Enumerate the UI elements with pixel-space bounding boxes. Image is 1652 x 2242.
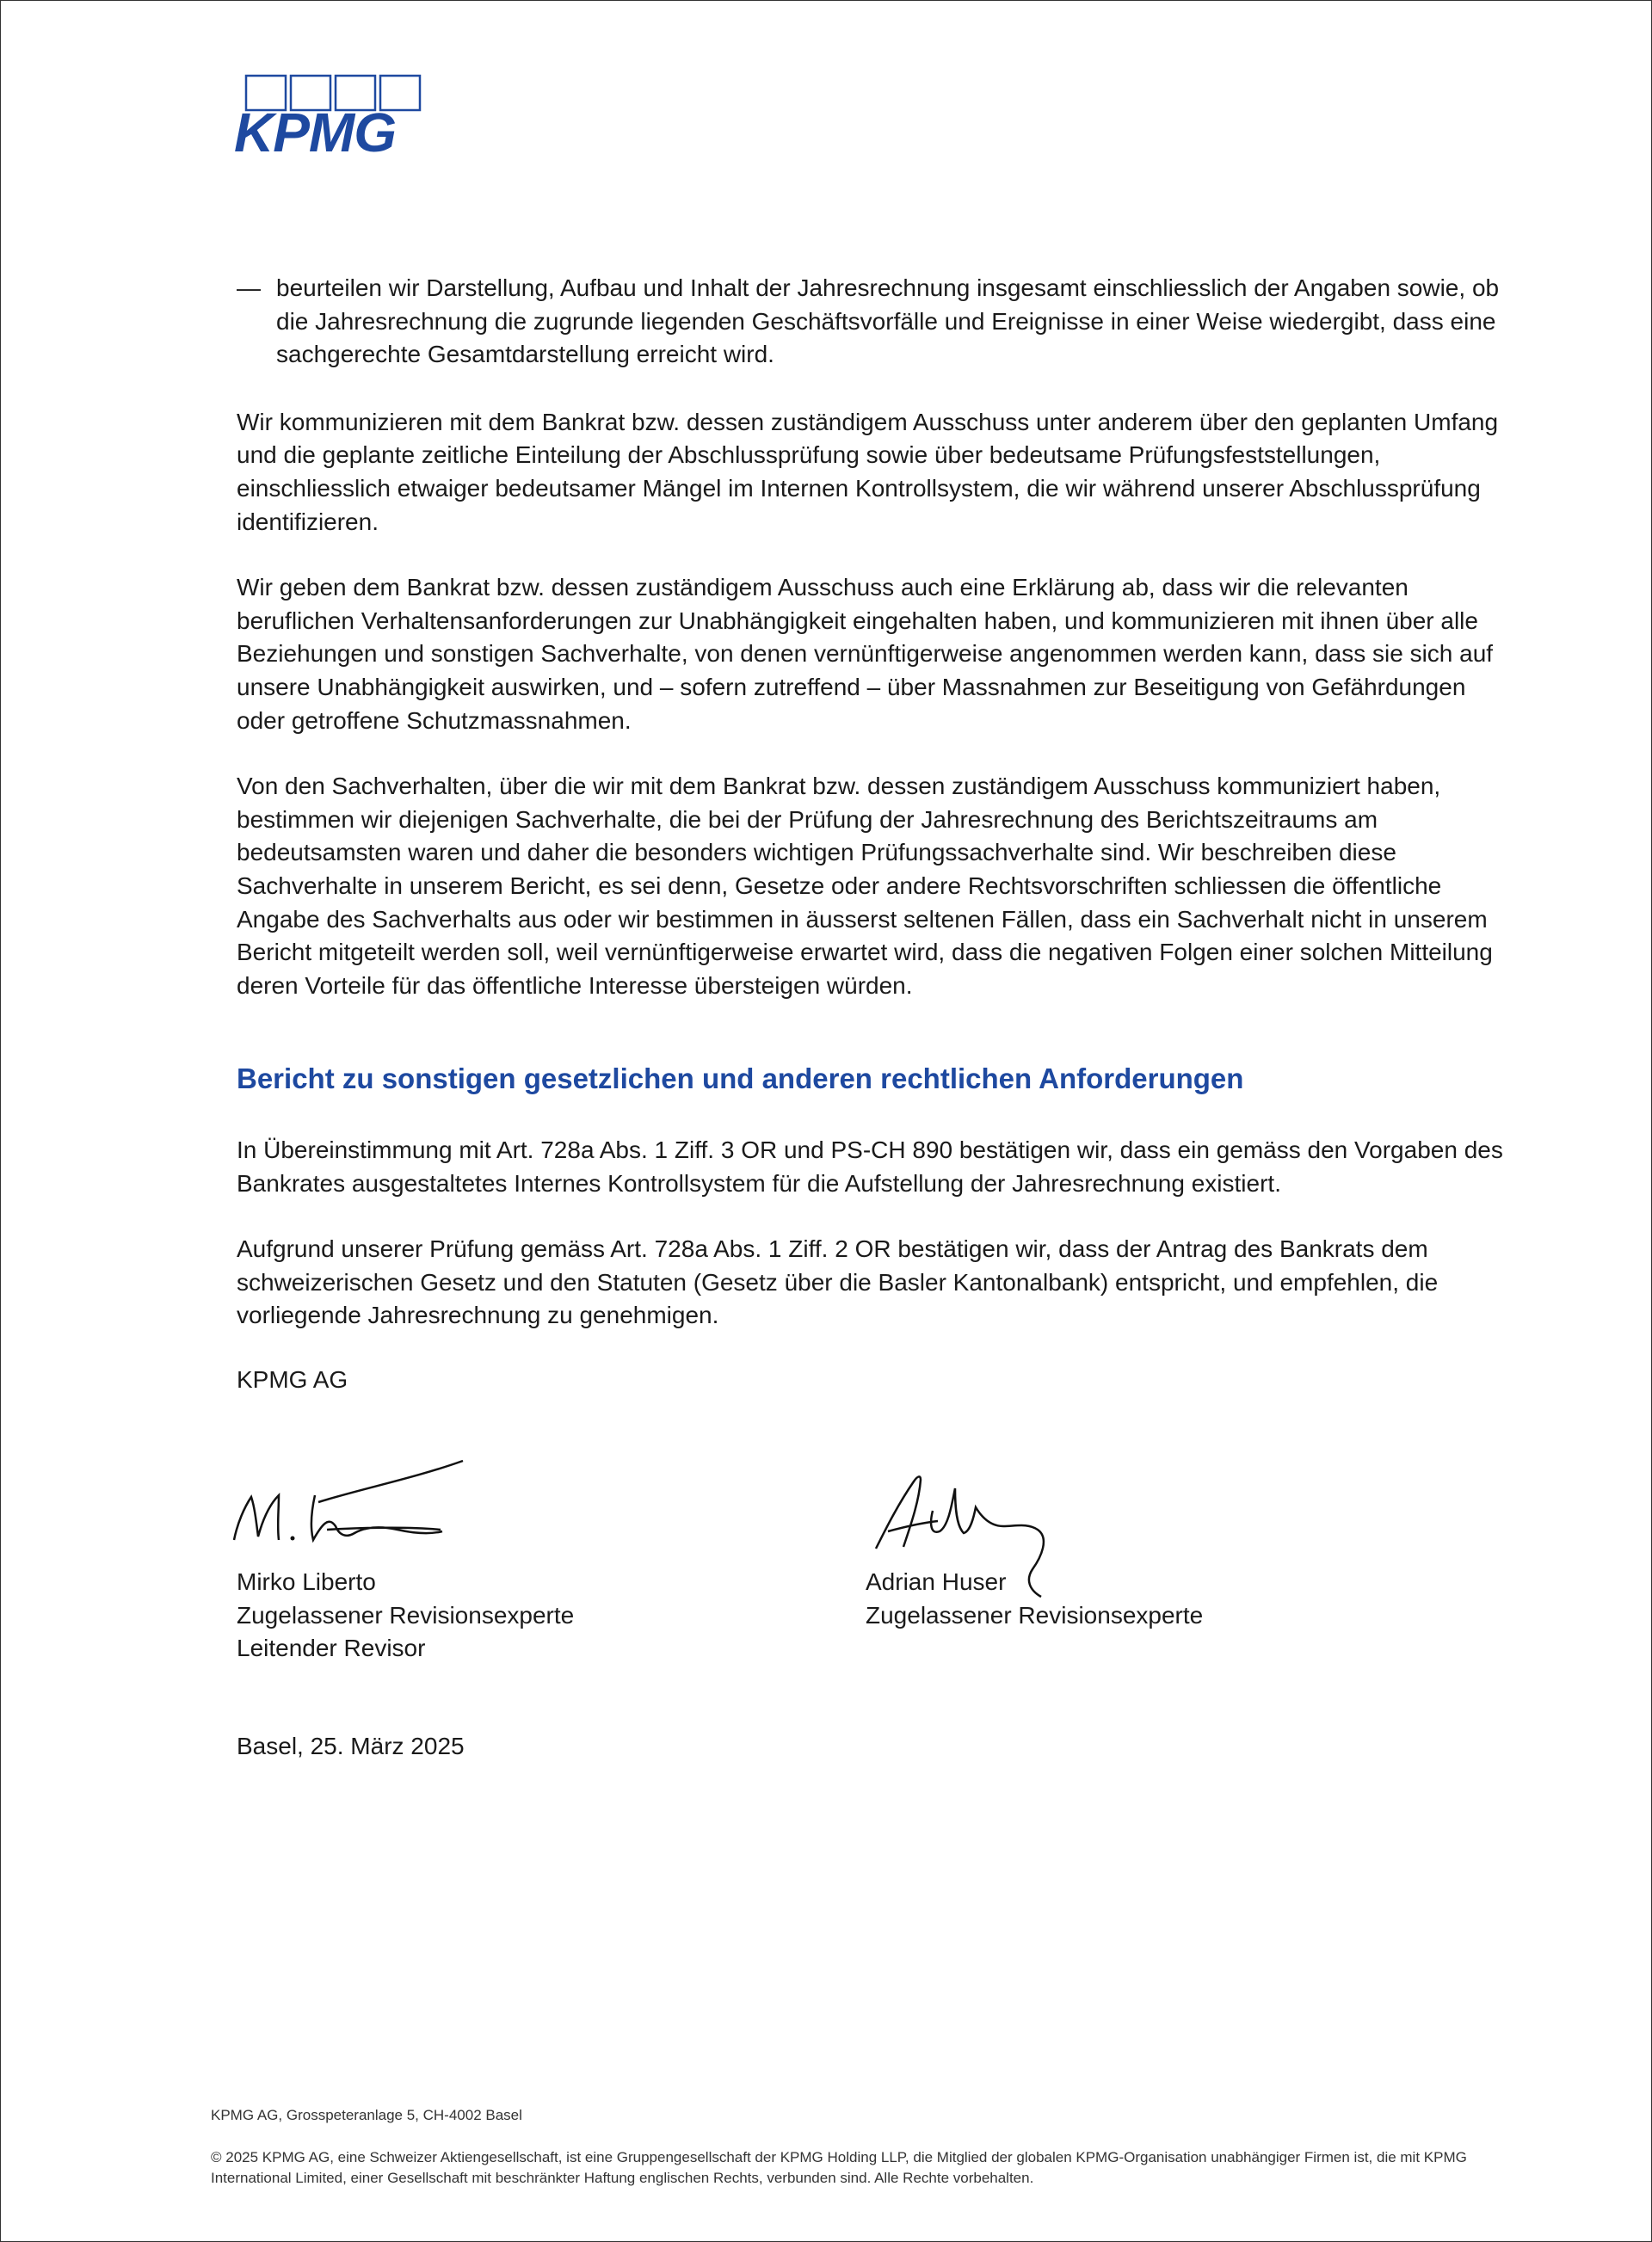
signer-huser xyxy=(866,1566,1203,1632)
report-body xyxy=(237,272,1510,1035)
footer-address: KPMG AG, Grosspeteranlage 5, CH-4002 Basel xyxy=(211,2107,522,2123)
signature-liberto xyxy=(225,1454,466,1557)
place-date: Basel, 25. März 2025 xyxy=(237,1733,465,1759)
signer-title: Zugelassener Revisionsexperte xyxy=(237,1601,575,1629)
paragraph-key-matters: Von den Sachverhalten, über die wir mit dem Bankrat bzw. dessen zuständigem Ausschuss kommuniziert haben, bestimmen wir diejenigen Sachverhalte, die bei der Prüfung der Jahresrechnung des Berichtszeitraums am bedeutsamsten waren und daher die besonders wichtigen Prüfungssachverhalte sind. Wir beschreiben diese Sachverhalte in unserem Bericht, es sei denn, Gesetze oder andere Rechtsvorschriften schliessen die öffentliche Angabe des Sachverhalts aus oder wir bestimmen in äusserst seltenen Fällen, dass ein Sachverhalt nicht in unserem Bericht mitgeteilt werden soll, weil vernünftigerweise erwartet wird, dass die negativen Folgen einer solchen Mitteilung deren Vorteile für das öffentliche Interesse übersteigen würden. xyxy=(237,773,1493,999)
bullet-item xyxy=(237,272,1510,372)
bullet-dash: — xyxy=(237,274,261,301)
paragraph-independence: Wir geben dem Bankrat bzw. dessen zuständigem Ausschuss auch eine Erklärung ab, dass wir die relevanten beruflichen Verhaltensanforderungen zur Unabhängigkeit eingehalten haben, und kommunizieren mit ihnen über alle Beziehungen und sonstigen Sachverhalte, von denen vernünftigerweise angenommen werden kann, dass sie sich auf unsere Unabhängigkeit auswirken, und – sofern zutreffend – über Massnahmen zur Beseitigung von Gefährdungen oder getroffene Schutzmassnahmen. xyxy=(237,574,1494,734)
kpmg-logo xyxy=(234,74,434,157)
signer-title: Zugelassener Revisionsexperte xyxy=(866,1601,1204,1629)
signer-name: Adrian Huser xyxy=(866,1568,1007,1595)
signer-name: Mirko Liberto xyxy=(237,1568,376,1595)
bullet-text: beurteilen wir Darstellung, Aufbau und Inhalt der Jahresrechnung insgesamt einschliesslich der Angaben sowie, ob die Jahresrechnung die zugrunde liegenden Geschäftsvorfälle und Ereignisse in einer Weise wiedergibt, dass eine sachgerechte Gesamtdarstellung erreicht wird. xyxy=(276,274,1500,368)
paragraph-communication: Wir kommunizieren mit dem Bankrat bzw. dessen zuständigem Ausschuss unter anderem über den geplanten Umfang und die geplante zeitliche Einteilung der Abschlussprüfung sowie über bedeutsame Prüfungsfeststellungen, einschliesslich etwaiger bedeutsamer Mängel im Internen Kontrollsystem, die wir während unserer Abschlussprüfung identifizieren. xyxy=(237,408,1499,535)
section-heading: Bericht zu sonstigen gesetzlichen und anderen rechtlichen Anforderungen xyxy=(237,1062,1244,1094)
paragraph-recommendation: Aufgrund unserer Prüfung gemäss Art. 728a Abs. 1 Ziff. 2 OR bestätigen wir, dass der Antrag des Bankrats dem schweizerischen Gesetz und den Statuten (Gesetz über die Basler Kantonalbank) entspricht, und empfehlen, die vorliegende Jahresrechnung zu genehmigen. xyxy=(237,1235,1439,1329)
signer-role: Leitender Revisor xyxy=(237,1635,426,1662)
company-name: KPMG AG xyxy=(237,1366,348,1393)
paragraph-internal-control: In Übereinstimmung mit Art. 728a Abs. 1 Ziff. 3 OR und PS-CH 890 bestätigen wir, dass ein gemäss den Vorgaben des Bankrates ausgestaltetes Internes Kontrollsystem für die Aufstellung der Jahresrechnung existiert. xyxy=(237,1136,1503,1197)
footer-legal-notice: © 2025 KPMG AG, eine Schweizer Aktiengesellschaft, ist eine Gruppengesellschaft der KPMG Holding LLP, die Mitglied der globalen KPMG-Organisation unabhängiger Firmen ist, die mit KPMG International Limited, einer Gesellschaft mit beschränkter Haftung englischen Rechts, verbunden sind. Alle Rechte vorbehalten. xyxy=(211,2149,1467,2186)
signer-liberto xyxy=(237,1566,574,1666)
section-body xyxy=(237,1134,1510,1365)
logo-text: KPMG xyxy=(234,102,396,157)
